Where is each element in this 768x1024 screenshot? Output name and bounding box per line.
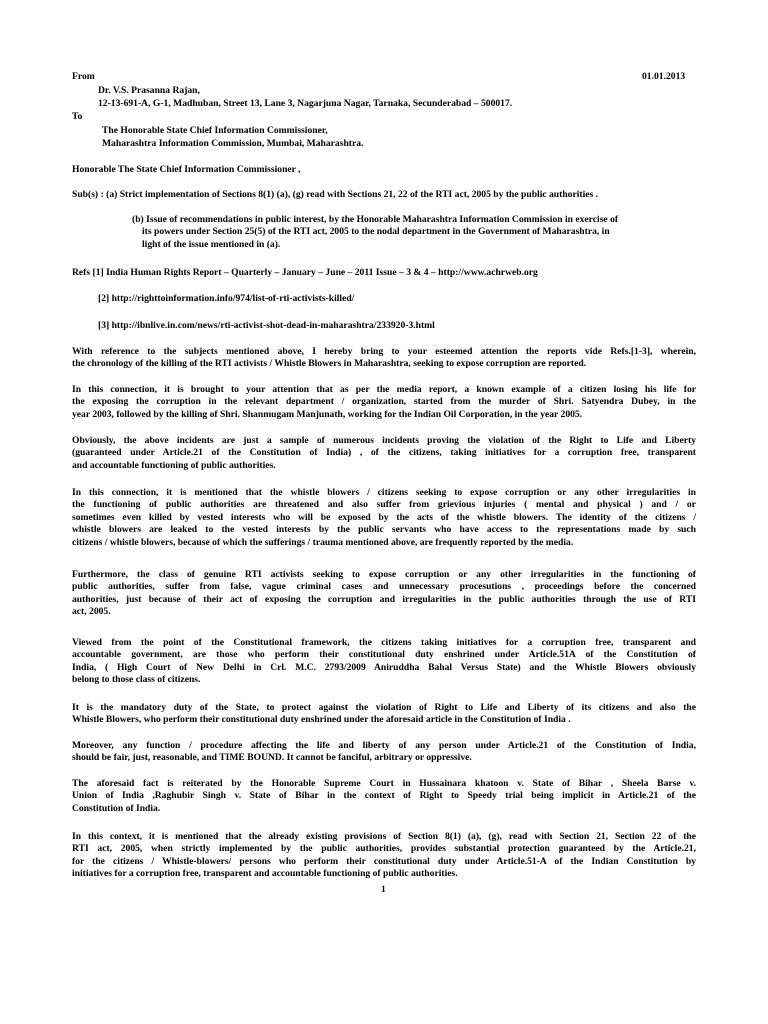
paragraph-line: Viewed from the point of the Constitutional framework, the citizens taking initiatives for a corruption free, transparent and: [72, 637, 696, 648]
paragraph-line: Furthermore, the class of genuine RTI activists seeking to expose corruption or any other irregularities in the functioning of: [72, 569, 696, 580]
reference-1: Refs [1] India Human Rights Report – Quarterly – January – June – 2011 Issue – 3 & 4 – http://www.achrweb.org: [72, 267, 538, 278]
salutation: Honorable The State Chief Information Commissioner ,: [72, 164, 301, 175]
paragraph-line: the exposing the corruption in the relevant department / organization, started from the murder of Shri. Satyendra Dubey, in the: [72, 396, 696, 408]
body-paragraph: [72, 435, 696, 472]
paragraph-line: sometimes even killed by vested interests who will be exposed by the acts of the whistle blowers. The identity of the citizens /: [72, 511, 696, 523]
recipient-line-2: Maharashtra Information Commission, Mumbai, Maharashtra.: [102, 138, 364, 149]
paragraph-line: Whistle Blowers, who perform their constitutional duty enshrined under the aforesaid article in the Constitution of India .: [72, 714, 571, 726]
sender-name: Dr. V.S. Prasanna Rajan,: [98, 85, 200, 96]
paragraph-line: In this connection, it is mentioned that the whistle blowers / citizens seeking to expose corruption or any other irregularities in: [72, 487, 696, 498]
recipient-line-1: The Honorable State Chief Information Commissioner,: [102, 125, 328, 136]
body-paragraph: [72, 702, 696, 727]
paragraph-line: the chronology of the killing of the RTI activists / Whistle Blowers in Maharashtra, seeking to expose corruption are reported.: [72, 358, 587, 370]
paragraph-line: initiatives for a corruption free, transparent and accountable functioning of public authorities.: [72, 868, 458, 880]
body-paragraph: [72, 384, 696, 421]
body-paragraph: [72, 487, 696, 549]
reference-2: [2] http://righttoinformation.info/974/list-of-rti-activists-killed/: [98, 293, 355, 304]
body-paragraph: [72, 831, 696, 881]
body-paragraph: [72, 346, 696, 371]
paragraph-line: Constitution of India.: [72, 802, 161, 814]
paragraph-line: It is the mandatory duty of the State, to protect against the violation of Right to Life and Liberty of its citizens and also the: [72, 702, 696, 713]
paragraph-line: should be fair, just, reasonable, and TIME BOUND. It cannot be fanciful, arbitrary or oppressive.: [72, 752, 472, 764]
to-label: To: [72, 111, 83, 122]
body-paragraph: [72, 740, 696, 765]
paragraph-line: RTI act, 2005, when strictly implemented by the public authorities, provides substantial protection guaranteed by the Article.21,: [72, 843, 696, 855]
paragraph-line: (guaranteed under Article.21 of the Constitution of India) , of the citizens, taking initiatives for a corruption free, transparent: [72, 447, 696, 459]
paragraph-line: Moreover, any function / procedure affecting the life and liberty of any person under Article.21 of the Constitution of India,: [72, 740, 696, 751]
paragraph-line: year 2003, followed by the killing of Shri. Shanmugam Manjunath, working for the Indian Oil Corporation, in the year 2005.: [72, 408, 583, 420]
subject-b-line: light of the issue mentioned in (a).: [142, 238, 281, 250]
paragraph-line: act, 2005.: [72, 606, 111, 618]
body-paragraph: [72, 637, 696, 687]
paragraph-line: India, ( High Court of New Delhi in Crl. M.C. 2793/2009 Aniruddha Bahal Versus State) and the Whistle Blowers obviously: [72, 661, 696, 673]
paragraph-line: authorities, just because of their act of exposing the corruption and irregularities in the public authorities through the use of RTI: [72, 593, 696, 605]
paragraph-line: In this context, it is mentioned that the already existing provisions of Section 8(1) (a), (g), read with Section 21, Section 22 of the: [72, 831, 696, 842]
paragraph-line: whistle blowers are leaked to the vested interests by the public servants who have access to the representations made by such: [72, 524, 696, 536]
paragraph-line: and accountable functioning of public authorities.: [72, 459, 276, 471]
subject-b-line: (b) Issue of recommendations in public interest, by the Honorable Maharashtra Information Commission in exercise of: [132, 214, 619, 225]
paragraph-line: citizens / whistle blowers, because of which the sufferings / trauma mentioned above, are frequently reported by the media.: [72, 536, 574, 548]
paragraph-line: The aforesaid fact is reiterated by the Honorable Supreme Court in Hussainara khatoon v. State of Bihar , Sheela Barse v.: [72, 778, 696, 789]
paragraph-line: In this connection, it is brought to your attention that as per the media report, a known example of a citizen losing his life for: [72, 384, 696, 395]
body-paragraph: [72, 569, 696, 619]
paragraph-line: Obviously, the above incidents are just a sample of numerous incidents proving the violation of the Right to Life and Liberty: [72, 435, 696, 446]
from-label: From: [72, 71, 95, 82]
paragraph-line: belong to those class of citizens.: [72, 674, 201, 686]
page-number: 1: [381, 884, 386, 895]
subject-b: [132, 214, 696, 251]
paragraph-line: accountable government, are those who perform their constitutional duty enshrined under Article.51A of the Constitution of: [72, 649, 696, 661]
paragraph-line: With reference to the subjects mentioned above, I hereby bring to your esteemed attention the reports vide Refs.[1-3], wherein,: [72, 346, 696, 357]
letter-date: 01.01.2013: [642, 71, 686, 82]
subject-b-line: its powers under Section 25(5) of the RTI act, 2005 to the nodal department in the Government of Maharashtra, in: [142, 226, 610, 238]
paragraph-line: for the citizens / Whistle-blowers/ persons who perform their constitutional duty under Article.51-A of the Indian Constitution by: [72, 855, 696, 867]
sender-address: 12-13-691-A, G-1, Madhuban, Street 13, Lane 3, Nagarjuna Nagar, Tarnaka, Secunderabad – 500017.: [98, 98, 513, 109]
reference-3: [3] http://ibnlive.in.com/news/rti-activist-shot-dead-in-maharashtra/233920-3.html: [98, 320, 435, 331]
body-paragraph: [72, 778, 696, 815]
subject-a: Sub(s) : (a) Strict implementation of Sections 8(1) (a), (g) read with Sections 21, 22 of the RTI act, 2005 by the public authorities .: [72, 189, 599, 200]
paragraph-line: Union of India ,Raghubir Singh v. State of Bihar in the context of Right to Speedy trial being implicit in Article.21 of the: [72, 790, 696, 802]
paragraph-line: the functioning of public authorities are threatened and also suffer from grievious injuries ( mental and physical ) and / or: [72, 499, 696, 511]
paragraph-line: public authorities, suffer from false, vague criminal cases and unnecessary procesutions , proceedings before the concerned: [72, 581, 696, 593]
